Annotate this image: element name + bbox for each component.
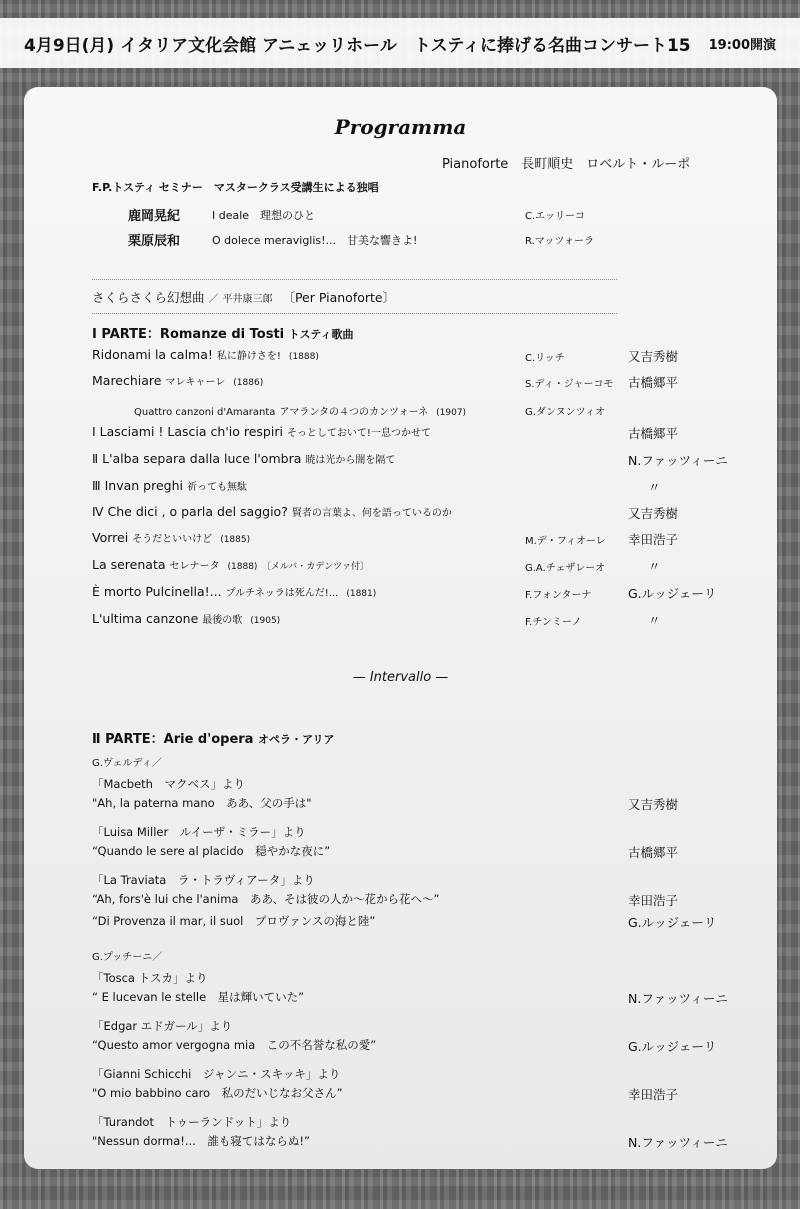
- song-year: (1885): [220, 535, 251, 545]
- divider: [92, 279, 617, 280]
- composer: F.チンミーノ: [525, 617, 582, 628]
- song-row: [92, 451, 777, 471]
- performer-name: 鹿岡晃紀: [128, 209, 181, 224]
- song-japanese: プルチネッラは死んだ!...: [225, 588, 339, 599]
- song-year: (1888) 〔メルバ・カデンツァ付〕: [227, 562, 370, 572]
- song-row: [92, 557, 777, 577]
- opera-title: 「Edgar エドガール」より: [92, 1019, 233, 1033]
- song-year: (1886): [233, 378, 264, 388]
- composer: F.フォンターナ: [525, 590, 592, 601]
- program-title: Programma: [334, 115, 467, 139]
- aria-row: [92, 1133, 777, 1153]
- performer: 〃: [648, 480, 661, 495]
- performer: 〃: [648, 613, 661, 628]
- opera-title: 「La Traviata ラ・トラヴィアータ」より: [92, 873, 315, 887]
- composer: R.マッツォーラ: [525, 236, 594, 247]
- song-japanese: 暁は光から闇を隔て: [305, 455, 396, 466]
- seminar-heading: F.P.トスティ セミナー マスタークラス受講生による独唱: [92, 181, 379, 194]
- song-japanese: 祈っても無駄: [186, 482, 247, 493]
- divider: [92, 313, 617, 314]
- song-original: La serenata: [92, 557, 166, 572]
- song-row: [92, 584, 777, 604]
- song-japanese: そっとしておいて!一息つかせて: [286, 428, 431, 439]
- song-title: [92, 557, 369, 572]
- performer: N.ファッツィーニ: [628, 1135, 728, 1150]
- opera-title: 「Gianni Schicchi ジャンニ・スキッキ」より: [92, 1067, 341, 1081]
- song-original: Ridonami la calma!: [92, 347, 213, 362]
- song-title: [92, 451, 395, 466]
- song-japanese: 賢者の言葉よ、何を語っているのか: [291, 508, 452, 519]
- performer: 古橋郷平: [628, 845, 679, 860]
- song-row: [92, 611, 777, 631]
- concert-info: 4月9日(月) イタリア文化会館 アニェッリホール トスティに捧げる名曲コンサート15: [23, 35, 691, 56]
- song-row: [92, 401, 777, 421]
- sakura-composer: 平井康三郎: [222, 294, 273, 305]
- composer-label-puccini: G.プッチーニ／: [92, 952, 163, 963]
- song-original: Quattro canzoni d'Amaranta: [134, 407, 276, 418]
- performer: G.ルッジェーリ: [628, 915, 717, 930]
- sakura-sep: ／: [208, 294, 219, 305]
- song-title: [92, 347, 319, 362]
- song-title: [92, 373, 263, 388]
- aria-title: “Quando le sere al placido 穏やかな夜に”: [92, 844, 331, 858]
- song-title: [92, 530, 250, 545]
- song-row: [92, 347, 777, 367]
- aria-row: [92, 989, 777, 1009]
- song-japanese: マレキャーレ: [165, 377, 226, 388]
- song-title: O dolece meraviglis!... 甘美な響きよ!: [212, 234, 418, 247]
- performer: G.ルッジェーリ: [628, 586, 717, 601]
- song-row: [92, 504, 777, 524]
- aria-row: [92, 913, 777, 933]
- song-year: (1907): [436, 408, 467, 418]
- performer: 又吉秀樹: [628, 349, 679, 364]
- song-original: Ⅱ L'alba separa dalla luce l'ombra: [92, 451, 302, 466]
- part1-heading: [92, 323, 353, 342]
- performer: 幸田浩子: [628, 532, 679, 547]
- performer: 幸田浩子: [628, 893, 679, 908]
- aria-title: “Ah, fors'è lui che l'anima ああ、そは彼の人か〜花から花へ〜”: [92, 892, 440, 906]
- composer: C.リッチ: [525, 353, 565, 364]
- song-original: Ⅰ Lasciami ! Lascia ch'io respiri: [92, 424, 283, 439]
- opera-title: 「Macbeth マクベス」より: [92, 777, 245, 791]
- song-japanese: 最後の歌: [202, 615, 243, 626]
- aria-row: [92, 891, 777, 911]
- song-row: [92, 373, 777, 393]
- song-title: I deale 理想のひと: [212, 209, 316, 222]
- part1-heading-text: Ⅰ PARTE：Romanze di Tosti: [92, 327, 285, 342]
- opera-title: 「Luisa Miller ルイーザ・ミラー」より: [92, 825, 306, 839]
- song-row: [92, 424, 777, 444]
- opera-title: 「Turandot トゥーランドット」より: [92, 1115, 292, 1129]
- aria-row: [92, 1085, 777, 1105]
- sakura-note: 〔Per Pianoforte〕: [282, 290, 396, 305]
- part1-heading-ja: トスティ歌曲: [288, 328, 354, 341]
- header-bar: [0, 18, 800, 68]
- song-title: [92, 611, 280, 626]
- aria-title: “Questo amor vergogna mia この不名誉な私の愛”: [92, 1038, 377, 1052]
- performer: 幸田浩子: [628, 1087, 679, 1102]
- song-row: [92, 478, 777, 498]
- performer: 又吉秀樹: [628, 506, 679, 521]
- seminar-row: [92, 230, 777, 250]
- song-original: L'ultima canzone: [92, 611, 199, 626]
- aria-title: "Ah, la paterna mano ああ、父の手は": [92, 796, 312, 810]
- start-time: 19:00開演: [708, 37, 777, 53]
- song-title: [92, 478, 247, 493]
- song-title: [134, 403, 466, 418]
- sakura-line: [92, 288, 395, 306]
- song-title: [92, 584, 376, 599]
- song-year: (1881): [346, 589, 377, 599]
- aria-title: “Di Provenza il mar, il suol プロヴァンスの海と陸”: [92, 914, 376, 928]
- composer: S.ディ・ジャーコモ: [525, 379, 614, 390]
- aria-title: “ E lucevan le stelle 星は輝いていた”: [92, 990, 305, 1004]
- composer: C.エッリーコ: [525, 211, 585, 222]
- song-row: [92, 530, 777, 550]
- seminar-row: [92, 205, 777, 225]
- program-card: [24, 87, 777, 1169]
- part2-heading-ja: オペラ・アリア: [257, 733, 335, 746]
- performer: G.ルッジェーリ: [628, 1039, 717, 1054]
- composer-label-verdi: G.ヴェルディ／: [92, 758, 162, 769]
- song-original: Ⅲ Invan preghi: [92, 478, 183, 493]
- performer: 古橋郷平: [628, 375, 679, 390]
- song-japanese: アマランタの４つのカンツォーネ: [279, 407, 429, 418]
- pianoforte-line: Pianoforte 長町順史 ロベルト・ルーポ: [442, 157, 691, 172]
- composer: M.デ・フィオーレ: [525, 536, 606, 547]
- composer: G.ダンヌンツィオ: [525, 407, 606, 418]
- aria-title: "O mio babbino caro 私のだいじなお父さん”: [92, 1086, 343, 1100]
- performer: N.ファッツィーニ: [628, 991, 728, 1006]
- song-year: (1905): [250, 616, 281, 626]
- aria-row: [92, 1037, 777, 1057]
- intermission: — Intervallo —: [352, 670, 449, 685]
- aria-title: "Nessun dorma!... 誰も寝てはならぬ!”: [92, 1134, 310, 1148]
- song-original: Ⅳ Che dici , o parla del saggio?: [92, 504, 288, 519]
- performer: N.ファッツィーニ: [628, 453, 728, 468]
- performer-name: 栗原辰和: [128, 234, 181, 249]
- song-title: [92, 424, 431, 439]
- song-japanese: 私に静けさを!: [216, 351, 281, 362]
- song-year: (1888): [288, 352, 319, 362]
- song-original: Vorrei: [92, 530, 129, 545]
- song-original: È morto Pulcinella!...: [92, 584, 222, 599]
- song-japanese: そうだといいけど: [132, 534, 213, 545]
- aria-row: [92, 795, 777, 815]
- song-original: Marechiare: [92, 373, 162, 388]
- opera-title: 「Tosca トスカ」より: [92, 971, 208, 985]
- composer: G.A.チェザレーオ: [525, 563, 606, 574]
- performer: 古橋郷平: [628, 426, 679, 441]
- aria-row: [92, 843, 777, 863]
- part2-heading-text: Ⅱ PARTE：Arie d'opera: [92, 732, 254, 747]
- performer: 〃: [648, 559, 661, 574]
- part2-heading: [92, 728, 335, 747]
- performer: 又吉秀樹: [628, 797, 679, 812]
- song-title: [92, 504, 452, 519]
- sakura-title: さくらさくら幻想曲: [92, 290, 205, 305]
- song-japanese: セレナータ: [169, 561, 220, 572]
